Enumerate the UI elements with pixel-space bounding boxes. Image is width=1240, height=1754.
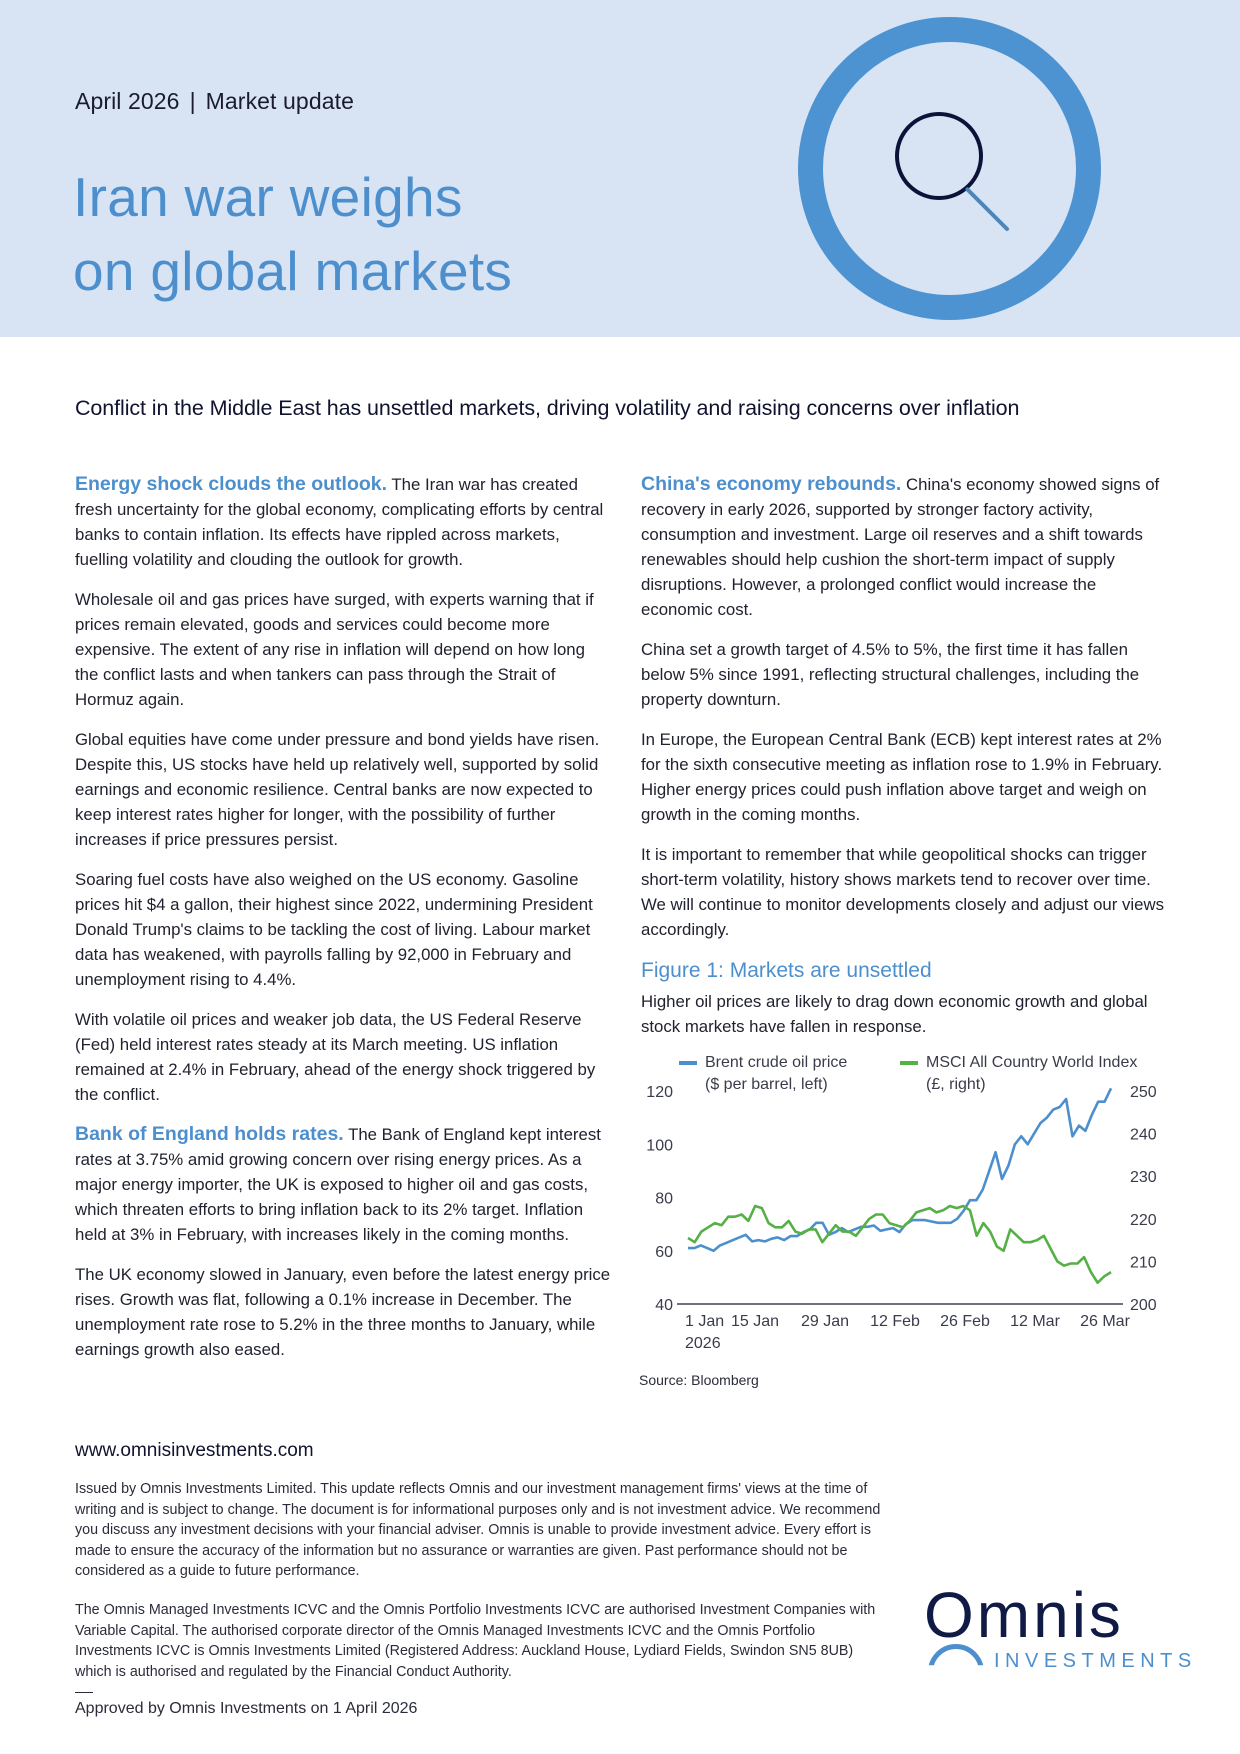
paragraph (75, 1007, 611, 1107)
x-tick: 12 Mar (1010, 1313, 1060, 1330)
disclaimer-icvc: The Omnis Managed Investments ICVC and the Omnis Portfolio Investments ICVC are authorised Investment Companies with Variable Capital. The authorised corporate director of the Omnis Managed Investments ICVC and the Omnis Portfolio Investments ICVC is Omnis Investments Limited (Registered Address: Auckland House, Lydiard Fields, Swindon SN5 8UB) which is authorised and regulated by the Financial Conduct Authority. (75, 1602, 876, 1680)
paragraph (75, 727, 611, 852)
legend-label: Brent crude oil price (705, 1054, 848, 1071)
y-left-tick: 100 (646, 1137, 673, 1155)
omnis-logo (924, 1579, 1197, 1678)
y-left-tick: 80 (655, 1190, 673, 1208)
y-left-tick: 120 (646, 1084, 673, 1101)
paragraph (75, 1122, 611, 1247)
section-lead: China's economy rebounds. (641, 473, 902, 495)
left-column (75, 472, 611, 1377)
y-right-tick: 250 (1130, 1084, 1157, 1101)
x-tick: 26 Mar (1080, 1313, 1130, 1330)
paragraph-text: It is important to remember that while geopolitical shocks can trigger short-term volatility, history shows markets tend to recover over time. We will continue to monitor developments closely and adjust our views accordingly. (641, 845, 1164, 939)
legend-sublabel: (£, right) (926, 1076, 986, 1093)
paragraph (75, 1262, 611, 1362)
hero-banner (0, 0, 1240, 337)
issue-category: Market update (205, 88, 354, 114)
y-right-tick: 230 (1130, 1169, 1157, 1187)
x-tick: 12 Feb (870, 1313, 920, 1330)
paragraph-text: Soaring fuel costs have also weighed on the US economy. Gasoline prices hit $4 a gallon, their highest since 2022, undermining President Donald Trump's claims to be tackling the cost of living. Labour market data has weakened, with payrolls falling by 92,000 in February and unemployment rising to 4.4%. (75, 870, 593, 989)
logo-wordmark: Omnis (924, 1579, 1124, 1651)
disclaimer-issued: Issued by Omnis Investments Limited. This update reflects Omnis and our investment management firms' views at the time of writing and is subject to change. The document is for informational purposes only and is not investment advice. We recommend you discuss any investment decisions with your financial adviser. Omnis is unable to provide investment advice. Every effort is made to ensure the accuracy of the information but no assurance or warranties are given. Past performance should not be considered as a guide to future performance. (75, 1481, 881, 1579)
x-tick: 29 Jan (800, 1313, 850, 1330)
paragraph-text: In Europe, the European Central Bank (ECB) kept interest rates at 2% for the sixth consecutive meeting as inflation rose to 1.9% in February. Higher energy prices could push inflation above target and weigh on growth in the coming months. (641, 730, 1163, 824)
x-tick: 1 Jan (685, 1313, 725, 1330)
search-icon (895, 112, 983, 200)
chart-plot (635, 1048, 1157, 1352)
paragraph-text: China's economy showed signs of recovery in early 2026, supported by stronger factory activity, consumption and investment. Large oil reserves and a shift towards renewables should help cushion the short-term impact of supply disruptions. However, a prolonged conflict would increase the economic cost. (641, 475, 1160, 619)
x-tick: 26 Feb (940, 1313, 990, 1330)
paragraph-text: The UK economy slowed in January, even before the latest energy price rises. Growth was flat, following a 0.1% increase in December. The unemployment rate rose to 5.2% in the three months to January, while earnings growth also eased. (75, 1265, 611, 1359)
paragraph-text: Wholesale oil and gas prices have surged, with experts warning that if prices remain elevated, goods and services could become more expensive. The extent of any rise in inflation will depend on how long the conflict lasts and when tankers can pass through the Strait of Hormuz again. (75, 590, 594, 709)
website-link[interactable]: www.omnisinvestments.com (75, 1440, 314, 1461)
section-lead: Energy shock clouds the outlook. (75, 473, 388, 495)
y-right-tick: 210 (1130, 1254, 1157, 1272)
approval-note: Approved by Omnis Investments on 1 April 2026 (75, 1700, 418, 1717)
right-column (641, 472, 1171, 1054)
issue-date: April 2026 (75, 88, 180, 114)
y-right-tick: 200 (1130, 1297, 1157, 1314)
divider (75, 1692, 93, 1693)
figure-chart (635, 1048, 1157, 1352)
logo-arc-icon (928, 1644, 984, 1700)
paragraph-text: With volatile oil prices and weaker job data, the US Federal Reserve (Fed) held interest rates steady at its March meeting. US inflation remained at 2.4% in February, ahead of the energy shock triggered by the conflict. (75, 1010, 596, 1104)
legend-sublabel: ($ per barrel, left) (705, 1076, 828, 1093)
paragraph (641, 472, 1171, 622)
section-lead: Bank of England holds rates. (75, 1123, 344, 1145)
title-line-2: on global markets (73, 240, 513, 302)
kicker-separator: | (189, 88, 196, 114)
series-msci-line (688, 1206, 1111, 1283)
y-right-tick: 240 (1130, 1126, 1157, 1144)
figure-title: Figure 1: Markets are unsettled (641, 959, 932, 982)
paragraph-text: The Bank of England kept interest rates at 3.75% amid growing concern over rising energy prices. As a major energy importer, the UK is exposed to higher oil and gas costs, which threaten efforts to bring inflation back to its 2% target. Inflation held at 3% in February, with increases likely in the coming months. (75, 1125, 601, 1244)
paragraph-text: The Iran war has created fresh uncertainty for the global economy, complicating efforts by central banks to contain inflation. Its effects have rippled across markets, fuelling volatility and clouding the outlook for growth. (75, 475, 604, 569)
figure-description: Higher oil prices are likely to drag down economic growth and global stock markets have fallen in response. (641, 992, 1148, 1036)
paragraph (641, 842, 1171, 942)
x-tick: 15 Jan (730, 1313, 780, 1330)
figure-source: Source: Bloomberg (639, 1372, 759, 1388)
x-tick-year: 2026 (685, 1335, 721, 1352)
paragraph-text: Global equities have come under pressure and bond yields have risen. Despite this, US stocks have held up relatively well, supported by solid earnings and economic resilience. Central banks are now expected to keep interest rates higher for longer, with the possibility of further increases if price pressures persist. (75, 730, 600, 849)
paragraph (75, 867, 611, 992)
page-title (73, 160, 512, 308)
logo-subtitle: INVESTMENTS (994, 1650, 1197, 1672)
title-line-1: Iran war weighs (73, 166, 463, 228)
y-left-tick: 40 (655, 1297, 673, 1314)
paragraph (641, 727, 1171, 827)
paragraph-text: China set a growth target of 4.5% to 5%, the first time it has fallen below 5% since 1991, reflecting structural challenges, including the property downturn. (641, 640, 1140, 709)
paragraph (75, 587, 611, 712)
y-right-tick: 220 (1130, 1211, 1157, 1229)
paragraph (75, 472, 611, 572)
page-subtitle: Conflict in the Middle East has unsettled markets, driving volatility and raising concerns over inflation (75, 396, 1020, 420)
y-left-tick: 60 (655, 1243, 673, 1261)
kicker (75, 88, 354, 115)
paragraph (641, 637, 1171, 712)
legend-label: MSCI All Country World Index (926, 1054, 1138, 1071)
